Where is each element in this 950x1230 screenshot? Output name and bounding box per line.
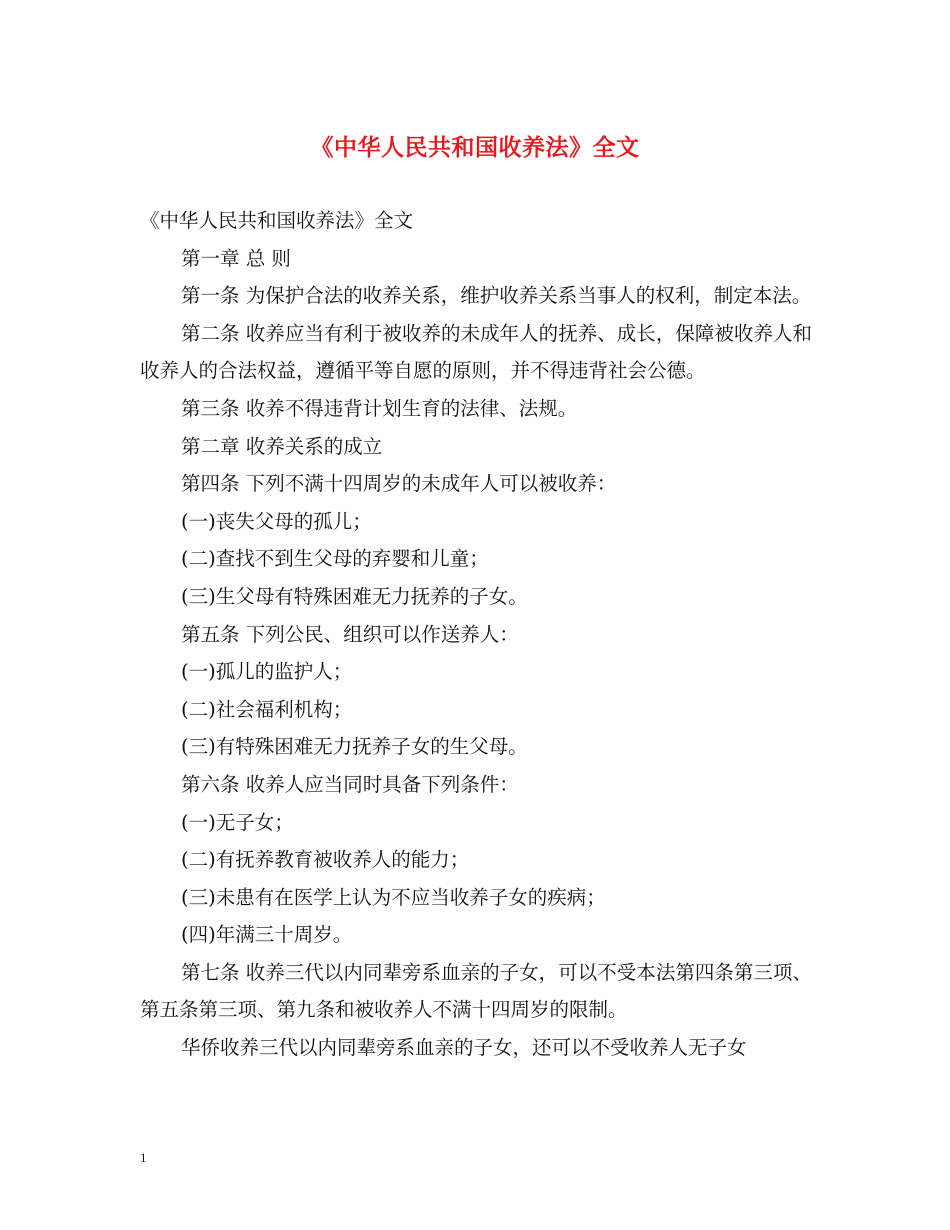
list-item: (二)查找不到生父母的弃婴和儿童； <box>181 547 489 571</box>
article-paragraph: 第二条 收养应当有利于被收养的未成年人的抚养、成长，保障被收养人和收养人的合法权益，遵循平等自愿的原则，并不得违背社会公德。 <box>140 321 812 383</box>
chapter-heading: 第一章 总 则 <box>181 246 291 270</box>
document-subtitle: 《中华人民共和国收养法》全文 <box>140 209 414 232</box>
list-item: (二)社会福利机构； <box>181 697 353 721</box>
article-paragraph: 第一条 为保护合法的收养关系，维护收养关系当事人的权利，制定本法。 <box>181 284 812 308</box>
document-body <box>140 202 812 1067</box>
list-item: (一)丧失父母的孤儿； <box>181 509 372 533</box>
list-item: (三)生父母有特殊困难无力抚养的子女。 <box>181 584 528 608</box>
list-item: (三)未患有在医学上认为不应当收养子女的疾病； <box>181 885 606 909</box>
chapter-heading: 第二章 收养关系的成立 <box>181 434 383 458</box>
document-title: 《中华人民共和国收养法》全文 <box>310 134 640 161</box>
article-paragraph: 第七条 收养三代以内同辈旁系血亲的子女，可以不受本法第四条第三项、第五条第三项、第九条和被收养人不满十四周岁的限制。 <box>140 960 812 1022</box>
list-item: (二)有抚养教育被收养人的能力； <box>181 848 470 872</box>
article-paragraph: 第三条 收养不得违背计划生育的法律、法规。 <box>181 396 578 420</box>
article-paragraph: 第六条 收养人应当同时具备下列条件： <box>181 772 519 796</box>
article-paragraph: 第四条 下列不满十四周岁的未成年人可以被收养： <box>181 472 617 496</box>
page-number: 1 <box>140 1150 147 1165</box>
list-item: (三)有特殊困难无力抚养子女的生父母。 <box>181 735 528 759</box>
article-paragraph: 华侨收养三代以内同辈旁系血亲的子女，还可以不受收养人无子女 <box>181 1036 747 1060</box>
list-item: (一)无子女； <box>181 810 294 834</box>
article-paragraph: 第五条 下列公民、组织可以作送养人： <box>181 622 519 646</box>
list-item: (一)孤儿的监护人； <box>181 660 353 684</box>
list-item: (四)年满三十周岁。 <box>181 923 353 947</box>
